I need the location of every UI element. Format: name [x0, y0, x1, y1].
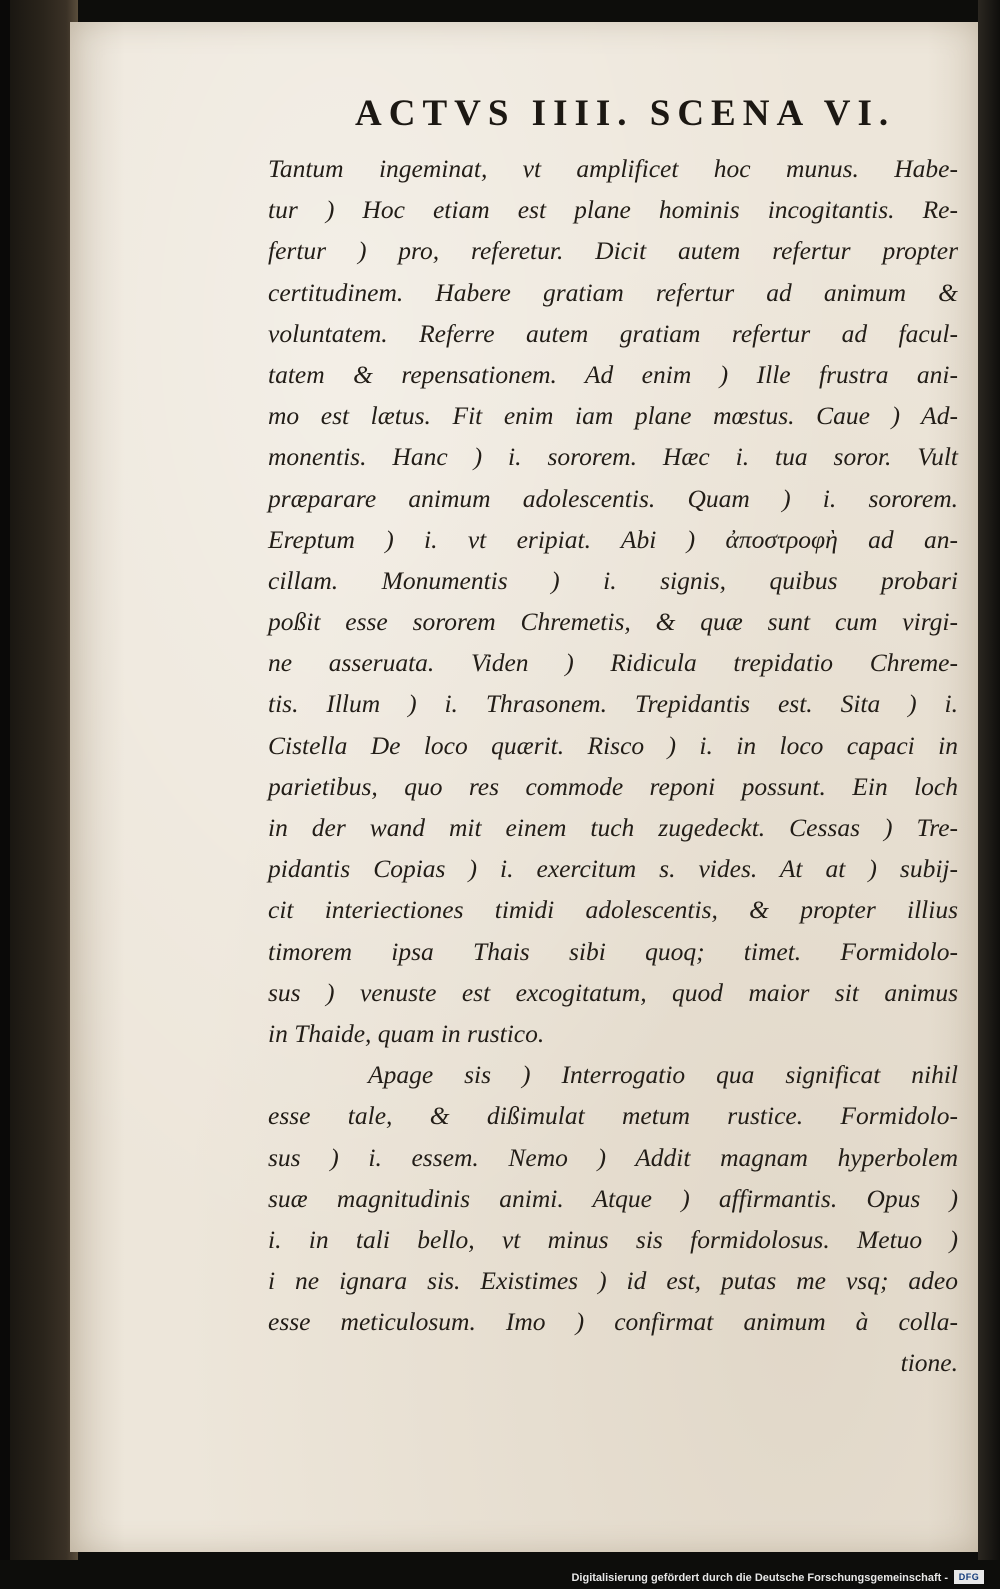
- text-line: cillam. Monumentis ) i. signis, quibus probari: [268, 565, 958, 595]
- book-spine: [0, 0, 10, 1560]
- text-line: Ereptum ) i. vt eripiat. Abi ) ἀποστροφὴ ad an-: [268, 524, 958, 554]
- text-line: in Thaide, quam in rustico.: [268, 1018, 545, 1048]
- book-edge: [0, 0, 78, 1560]
- text-line: monentis. Hanc ) i. sororem. Hæc i. tua soror. Vult: [268, 442, 958, 472]
- text-line: Cistella De loco quærit. Risco ) i. in loco capaci in: [268, 730, 958, 760]
- text-line: i. in tali bello, vt minus sis formidolosus. Metuo ): [268, 1224, 958, 1254]
- text-line: pidantis Copias ) i. exercitum s. vides. At at ) subij-: [268, 854, 958, 884]
- text-line: timorem ipsa Thais sibi quoq; timet. Formidolo-: [268, 936, 958, 966]
- text-line: cit interiectiones timidi adolescentis, & propter illius: [268, 895, 958, 925]
- text-line: voluntatem. Referre autem gratiam refertur ad facul-: [268, 318, 958, 348]
- text-line: sus ) i. essem. Nemo ) Addit magnam hyperbolem: [268, 1142, 958, 1172]
- text-line: parietibus, quo res commode reponi possunt. Ein loch: [268, 771, 958, 801]
- text-line: sus ) venuste est excogitatum, quod maior sit animus: [268, 977, 958, 1007]
- text-line: tatem & repensationem. Ad enim ) Ille frustra ani-: [268, 359, 958, 389]
- text-line: esse tale, & dißimulat metum rustice. Formidolo-: [268, 1101, 958, 1131]
- text-line: certitudinem. Habere gratiam refertur ad animum &: [268, 277, 958, 307]
- text-line: esse meticulosum. Imo ) confirmat animum à colla-: [268, 1307, 958, 1337]
- text-line: præparare animum adolescentis. Quam ) i. sororem.: [268, 483, 958, 513]
- text-line: Tantum ingeminat, vt amplificet hoc munus. Habe-: [268, 154, 958, 183]
- text-line: ne asseruata. Viden ) Ridicula trepidatio Chreme-: [268, 648, 958, 678]
- text-line: i ne ignara sis. Existimes ) id est, putas me vsq; adeo: [268, 1266, 958, 1296]
- text-line: in der wand mit einem tuch zugedeckt. Cessas ) Tre-: [268, 813, 958, 842]
- page-right-edge: [978, 0, 1000, 1560]
- dfg-logo: DFG: [954, 1570, 984, 1584]
- commentary-text: [268, 148, 958, 1384]
- running-header: ACTVS IIII. SCENA VI.: [355, 93, 896, 134]
- funding-credit: Digitalisierung gefördert durch die Deutsche Forschungsgemeinschaft -: [571, 1572, 948, 1584]
- text-line: mo est lætus. Fit enim iam plane mœstus. Caue ) Ad-: [268, 401, 958, 431]
- text-line: tis. Illum ) i. Thrasonem. Trepidantis est. Sita ) i.: [268, 689, 958, 719]
- text-line: tur ) Hoc etiam est plane hominis incogitantis. Re-: [268, 195, 958, 225]
- text-line: fertur ) pro, referetur. Dicit autem refertur propter: [268, 236, 958, 266]
- text-line: suæ magnitudinis animi. Atque ) affirmantis. Opus ): [268, 1183, 958, 1213]
- text-line: poßit esse sororem Chremetis, & quæ sunt cum virgi-: [268, 607, 958, 637]
- catchword: tione.: [900, 1348, 958, 1378]
- text-line: Apage sis ) Interrogatio qua significat nihil: [368, 1060, 958, 1090]
